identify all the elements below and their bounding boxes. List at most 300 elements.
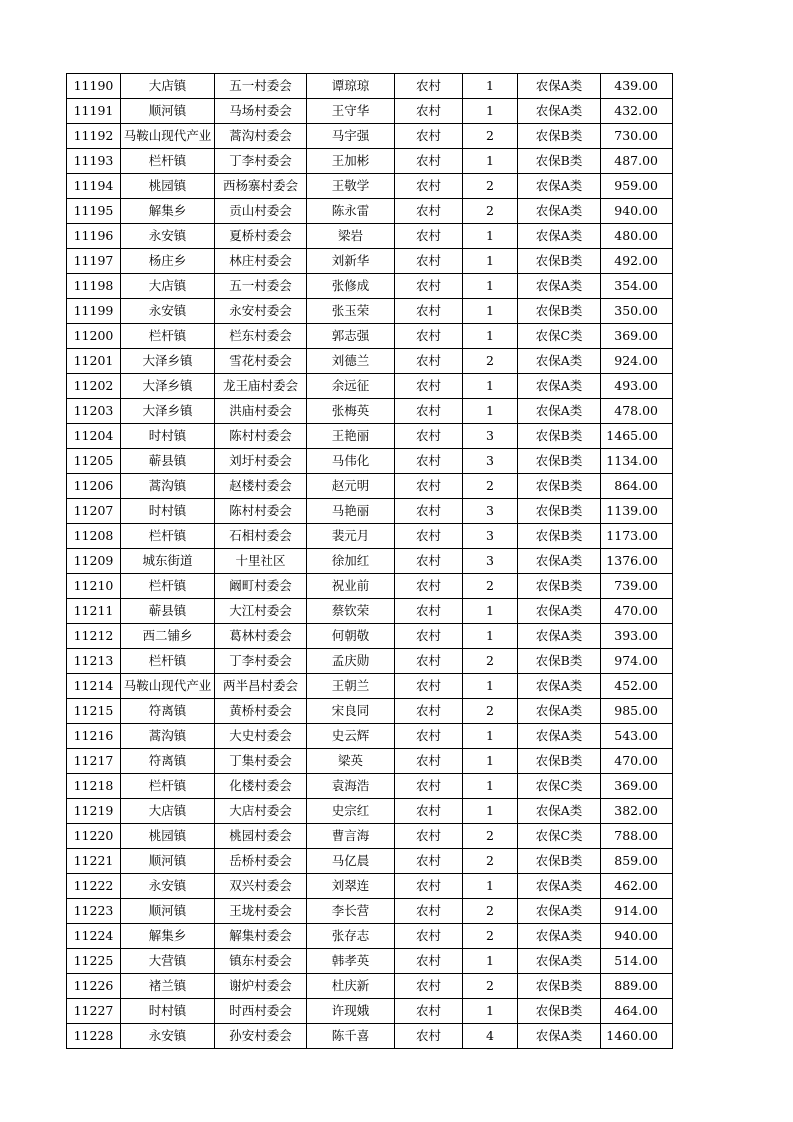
area-type-cell: 农村 <box>395 499 463 524</box>
amount-cell: 492.00 <box>601 249 673 274</box>
name-cell: 王敬学 <box>307 174 395 199</box>
row-number-cell: 11219 <box>67 799 121 824</box>
amount-cell: 859.00 <box>601 849 673 874</box>
village-committee-cell: 丁李村委会 <box>215 649 307 674</box>
name-cell: 王加彬 <box>307 149 395 174</box>
village-committee-cell: 洪庙村委会 <box>215 399 307 424</box>
insurance-category-cell: 农保A类 <box>518 1024 601 1049</box>
household-count-cell: 2 <box>463 899 518 924</box>
area-type-cell: 农村 <box>395 799 463 824</box>
town-cell: 大店镇 <box>121 799 215 824</box>
name-cell: 张修成 <box>307 274 395 299</box>
insurance-category-cell: 农保B类 <box>518 849 601 874</box>
row-number-cell: 11218 <box>67 774 121 799</box>
name-cell: 杜庆新 <box>307 974 395 999</box>
village-committee-cell: 化楼村委会 <box>215 774 307 799</box>
name-cell: 刘翠连 <box>307 874 395 899</box>
records-table-container <box>66 73 673 1049</box>
amount-cell: 350.00 <box>601 299 673 324</box>
table-row <box>67 1024 673 1049</box>
table-row <box>67 674 673 699</box>
area-type-cell: 农村 <box>395 124 463 149</box>
household-count-cell: 3 <box>463 424 518 449</box>
household-count-cell: 1 <box>463 74 518 99</box>
insurance-category-cell: 农保A类 <box>518 674 601 699</box>
amount-cell: 1376.00 <box>601 549 673 574</box>
village-committee-cell: 镇东村委会 <box>215 949 307 974</box>
row-number-cell: 11222 <box>67 874 121 899</box>
name-cell: 史宗红 <box>307 799 395 824</box>
amount-cell: 889.00 <box>601 974 673 999</box>
name-cell: 何朝敬 <box>307 624 395 649</box>
table-row <box>67 374 673 399</box>
town-cell: 符离镇 <box>121 699 215 724</box>
table-row <box>67 349 673 374</box>
row-number-cell: 11207 <box>67 499 121 524</box>
table-row <box>67 999 673 1024</box>
amount-cell: 470.00 <box>601 599 673 624</box>
records-table <box>66 73 673 1049</box>
amount-cell: 1134.00 <box>601 449 673 474</box>
town-cell: 蒿沟镇 <box>121 474 215 499</box>
household-count-cell: 1 <box>463 99 518 124</box>
name-cell: 王朝兰 <box>307 674 395 699</box>
village-committee-cell: 永安村委会 <box>215 299 307 324</box>
area-type-cell: 农村 <box>395 224 463 249</box>
row-number-cell: 11196 <box>67 224 121 249</box>
area-type-cell: 农村 <box>395 449 463 474</box>
household-count-cell: 1 <box>463 674 518 699</box>
insurance-category-cell: 农保C类 <box>518 324 601 349</box>
name-cell: 袁海浩 <box>307 774 395 799</box>
insurance-category-cell: 农保B类 <box>518 124 601 149</box>
village-committee-cell: 大店村委会 <box>215 799 307 824</box>
town-cell: 大营镇 <box>121 949 215 974</box>
row-number-cell: 11215 <box>67 699 121 724</box>
amount-cell: 487.00 <box>601 149 673 174</box>
row-number-cell: 11224 <box>67 924 121 949</box>
household-count-cell: 2 <box>463 474 518 499</box>
village-committee-cell: 丁集村委会 <box>215 749 307 774</box>
insurance-category-cell: 农保A类 <box>518 374 601 399</box>
town-cell: 大店镇 <box>121 274 215 299</box>
table-row <box>67 574 673 599</box>
amount-cell: 1465.00 <box>601 424 673 449</box>
village-committee-cell: 龙王庙村委会 <box>215 374 307 399</box>
household-count-cell: 1 <box>463 749 518 774</box>
household-count-cell: 1 <box>463 874 518 899</box>
household-count-cell: 1 <box>463 599 518 624</box>
area-type-cell: 农村 <box>395 999 463 1024</box>
table-row <box>67 124 673 149</box>
town-cell: 栏杆镇 <box>121 774 215 799</box>
village-committee-cell: 马场村委会 <box>215 99 307 124</box>
table-row <box>67 299 673 324</box>
household-count-cell: 4 <box>463 1024 518 1049</box>
insurance-category-cell: 农保A类 <box>518 624 601 649</box>
amount-cell: 369.00 <box>601 774 673 799</box>
town-cell: 马鞍山现代产业 <box>121 124 215 149</box>
town-cell: 时村镇 <box>121 499 215 524</box>
insurance-category-cell: 农保A类 <box>518 199 601 224</box>
household-count-cell: 1 <box>463 274 518 299</box>
name-cell: 梁岩 <box>307 224 395 249</box>
name-cell: 裴元月 <box>307 524 395 549</box>
row-number-cell: 11210 <box>67 574 121 599</box>
table-row <box>67 324 673 349</box>
town-cell: 杨庄乡 <box>121 249 215 274</box>
amount-cell: 940.00 <box>601 924 673 949</box>
village-committee-cell: 桃园村委会 <box>215 824 307 849</box>
area-type-cell: 农村 <box>395 924 463 949</box>
household-count-cell: 2 <box>463 174 518 199</box>
insurance-category-cell: 农保B类 <box>518 974 601 999</box>
household-count-cell: 3 <box>463 549 518 574</box>
amount-cell: 354.00 <box>601 274 673 299</box>
household-count-cell: 1 <box>463 324 518 349</box>
name-cell: 马宇强 <box>307 124 395 149</box>
row-number-cell: 11203 <box>67 399 121 424</box>
household-count-cell: 1 <box>463 624 518 649</box>
village-committee-cell: 丁李村委会 <box>215 149 307 174</box>
table-row <box>67 474 673 499</box>
name-cell: 徐加红 <box>307 549 395 574</box>
town-cell: 顺河镇 <box>121 849 215 874</box>
village-committee-cell: 黄桥村委会 <box>215 699 307 724</box>
insurance-category-cell: 农保A类 <box>518 99 601 124</box>
town-cell: 栏杆镇 <box>121 574 215 599</box>
area-type-cell: 农村 <box>395 199 463 224</box>
household-count-cell: 2 <box>463 974 518 999</box>
name-cell: 许现娥 <box>307 999 395 1024</box>
village-committee-cell: 解集村委会 <box>215 924 307 949</box>
town-cell: 解集乡 <box>121 924 215 949</box>
amount-cell: 369.00 <box>601 324 673 349</box>
area-type-cell: 农村 <box>395 749 463 774</box>
town-cell: 桃园镇 <box>121 174 215 199</box>
amount-cell: 470.00 <box>601 749 673 774</box>
row-number-cell: 11195 <box>67 199 121 224</box>
town-cell: 蕲县镇 <box>121 599 215 624</box>
area-type-cell: 农村 <box>395 174 463 199</box>
insurance-category-cell: 农保B类 <box>518 474 601 499</box>
town-cell: 栏杆镇 <box>121 649 215 674</box>
household-count-cell: 1 <box>463 299 518 324</box>
row-number-cell: 11220 <box>67 824 121 849</box>
area-type-cell: 农村 <box>395 299 463 324</box>
village-committee-cell: 时西村委会 <box>215 999 307 1024</box>
household-count-cell: 1 <box>463 724 518 749</box>
area-type-cell: 农村 <box>395 324 463 349</box>
town-cell: 时村镇 <box>121 424 215 449</box>
amount-cell: 382.00 <box>601 799 673 824</box>
table-row <box>67 774 673 799</box>
village-committee-cell: 孙安村委会 <box>215 1024 307 1049</box>
area-type-cell: 农村 <box>395 524 463 549</box>
amount-cell: 464.00 <box>601 999 673 1024</box>
area-type-cell: 农村 <box>395 1024 463 1049</box>
insurance-category-cell: 农保A类 <box>518 349 601 374</box>
amount-cell: 974.00 <box>601 649 673 674</box>
table-row <box>67 874 673 899</box>
amount-cell: 1460.00 <box>601 1024 673 1049</box>
household-count-cell: 2 <box>463 124 518 149</box>
town-cell: 大泽乡镇 <box>121 399 215 424</box>
village-committee-cell: 雪花村委会 <box>215 349 307 374</box>
household-count-cell: 1 <box>463 399 518 424</box>
table-row <box>67 599 673 624</box>
area-type-cell: 农村 <box>395 849 463 874</box>
town-cell: 永安镇 <box>121 299 215 324</box>
area-type-cell: 农村 <box>395 424 463 449</box>
name-cell: 郭志强 <box>307 324 395 349</box>
insurance-category-cell: 农保B类 <box>518 299 601 324</box>
name-cell: 谭琼琼 <box>307 74 395 99</box>
area-type-cell: 农村 <box>395 674 463 699</box>
amount-cell: 514.00 <box>601 949 673 974</box>
table-row <box>67 724 673 749</box>
household-count-cell: 2 <box>463 924 518 949</box>
amount-cell: 439.00 <box>601 74 673 99</box>
town-cell: 大泽乡镇 <box>121 374 215 399</box>
insurance-category-cell: 农保B类 <box>518 749 601 774</box>
table-row <box>67 174 673 199</box>
table-row <box>67 749 673 774</box>
village-committee-cell: 西杨寨村委会 <box>215 174 307 199</box>
insurance-category-cell: 农保B类 <box>518 149 601 174</box>
amount-cell: 543.00 <box>601 724 673 749</box>
row-number-cell: 11192 <box>67 124 121 149</box>
row-number-cell: 11217 <box>67 749 121 774</box>
name-cell: 张梅英 <box>307 399 395 424</box>
area-type-cell: 农村 <box>395 599 463 624</box>
row-number-cell: 11200 <box>67 324 121 349</box>
area-type-cell: 农村 <box>395 949 463 974</box>
village-committee-cell: 栏东村委会 <box>215 324 307 349</box>
village-committee-cell: 十里社区 <box>215 549 307 574</box>
amount-cell: 730.00 <box>601 124 673 149</box>
household-count-cell: 3 <box>463 499 518 524</box>
amount-cell: 1139.00 <box>601 499 673 524</box>
village-committee-cell: 五一村委会 <box>215 274 307 299</box>
name-cell: 王艳丽 <box>307 424 395 449</box>
table-row <box>67 924 673 949</box>
name-cell: 史云辉 <box>307 724 395 749</box>
table-row <box>67 899 673 924</box>
village-committee-cell: 大江村委会 <box>215 599 307 624</box>
area-type-cell: 农村 <box>395 274 463 299</box>
village-committee-cell: 蒿沟村委会 <box>215 124 307 149</box>
name-cell: 梁英 <box>307 749 395 774</box>
row-number-cell: 11194 <box>67 174 121 199</box>
name-cell: 张存志 <box>307 924 395 949</box>
village-committee-cell: 王垅村委会 <box>215 899 307 924</box>
household-count-cell: 2 <box>463 349 518 374</box>
area-type-cell: 农村 <box>395 74 463 99</box>
row-number-cell: 11191 <box>67 99 121 124</box>
row-number-cell: 11202 <box>67 374 121 399</box>
village-committee-cell: 陈村村委会 <box>215 499 307 524</box>
area-type-cell: 农村 <box>395 349 463 374</box>
village-committee-cell: 陈村村委会 <box>215 424 307 449</box>
household-count-cell: 3 <box>463 449 518 474</box>
insurance-category-cell: 农保A类 <box>518 174 601 199</box>
household-count-cell: 1 <box>463 999 518 1024</box>
household-count-cell: 1 <box>463 374 518 399</box>
table-row <box>67 274 673 299</box>
area-type-cell: 农村 <box>395 249 463 274</box>
area-type-cell: 农村 <box>395 874 463 899</box>
insurance-category-cell: 农保B类 <box>518 449 601 474</box>
row-number-cell: 11228 <box>67 1024 121 1049</box>
row-number-cell: 11206 <box>67 474 121 499</box>
town-cell: 蒿沟镇 <box>121 724 215 749</box>
amount-cell: 452.00 <box>601 674 673 699</box>
household-count-cell: 1 <box>463 774 518 799</box>
amount-cell: 739.00 <box>601 574 673 599</box>
insurance-category-cell: 农保C类 <box>518 774 601 799</box>
amount-cell: 393.00 <box>601 624 673 649</box>
town-cell: 城东街道 <box>121 549 215 574</box>
row-number-cell: 11227 <box>67 999 121 1024</box>
row-number-cell: 11223 <box>67 899 121 924</box>
household-count-cell: 2 <box>463 699 518 724</box>
amount-cell: 788.00 <box>601 824 673 849</box>
table-row <box>67 549 673 574</box>
row-number-cell: 11198 <box>67 274 121 299</box>
village-committee-cell: 岳桥村委会 <box>215 849 307 874</box>
town-cell: 栏杆镇 <box>121 524 215 549</box>
village-committee-cell: 葛林村委会 <box>215 624 307 649</box>
area-type-cell: 农村 <box>395 699 463 724</box>
village-committee-cell: 两半昌村委会 <box>215 674 307 699</box>
village-committee-cell: 谢炉村委会 <box>215 974 307 999</box>
amount-cell: 480.00 <box>601 224 673 249</box>
area-type-cell: 农村 <box>395 724 463 749</box>
row-number-cell: 11199 <box>67 299 121 324</box>
insurance-category-cell: 农保A类 <box>518 724 601 749</box>
insurance-category-cell: 农保A类 <box>518 74 601 99</box>
amount-cell: 432.00 <box>601 99 673 124</box>
area-type-cell: 农村 <box>395 549 463 574</box>
area-type-cell: 农村 <box>395 99 463 124</box>
household-count-cell: 2 <box>463 824 518 849</box>
table-row <box>67 224 673 249</box>
row-number-cell: 11190 <box>67 74 121 99</box>
insurance-category-cell: 农保A类 <box>518 874 601 899</box>
row-number-cell: 11212 <box>67 624 121 649</box>
area-type-cell: 农村 <box>395 574 463 599</box>
insurance-category-cell: 农保A类 <box>518 549 601 574</box>
area-type-cell: 农村 <box>395 974 463 999</box>
amount-cell: 462.00 <box>601 874 673 899</box>
table-row <box>67 399 673 424</box>
area-type-cell: 农村 <box>395 374 463 399</box>
name-cell: 马亿晨 <box>307 849 395 874</box>
village-committee-cell: 石相村委会 <box>215 524 307 549</box>
name-cell: 蔡钦荣 <box>307 599 395 624</box>
row-number-cell: 11208 <box>67 524 121 549</box>
row-number-cell: 11205 <box>67 449 121 474</box>
table-row <box>67 649 673 674</box>
town-cell: 解集乡 <box>121 199 215 224</box>
table-row <box>67 824 673 849</box>
insurance-category-cell: 农保B类 <box>518 499 601 524</box>
town-cell: 桃园镇 <box>121 824 215 849</box>
name-cell: 陈千喜 <box>307 1024 395 1049</box>
town-cell: 时村镇 <box>121 999 215 1024</box>
name-cell: 孟庆勋 <box>307 649 395 674</box>
village-committee-cell: 阚町村委会 <box>215 574 307 599</box>
insurance-category-cell: 农保A类 <box>518 799 601 824</box>
name-cell: 赵元明 <box>307 474 395 499</box>
town-cell: 大泽乡镇 <box>121 349 215 374</box>
amount-cell: 940.00 <box>601 199 673 224</box>
row-number-cell: 11193 <box>67 149 121 174</box>
name-cell: 马伟化 <box>307 449 395 474</box>
row-number-cell: 11216 <box>67 724 121 749</box>
household-count-cell: 1 <box>463 949 518 974</box>
town-cell: 大店镇 <box>121 74 215 99</box>
records-table-body <box>67 74 673 1049</box>
town-cell: 永安镇 <box>121 224 215 249</box>
town-cell: 永安镇 <box>121 874 215 899</box>
row-number-cell: 11197 <box>67 249 121 274</box>
table-row <box>67 249 673 274</box>
name-cell: 曹言海 <box>307 824 395 849</box>
row-number-cell: 11209 <box>67 549 121 574</box>
table-row <box>67 524 673 549</box>
area-type-cell: 农村 <box>395 899 463 924</box>
insurance-category-cell: 农保A类 <box>518 899 601 924</box>
town-cell: 蕲县镇 <box>121 449 215 474</box>
household-count-cell: 1 <box>463 224 518 249</box>
table-row <box>67 449 673 474</box>
row-number-cell: 11213 <box>67 649 121 674</box>
table-row <box>67 799 673 824</box>
table-row <box>67 99 673 124</box>
insurance-category-cell: 农保B类 <box>518 524 601 549</box>
insurance-category-cell: 农保B类 <box>518 999 601 1024</box>
table-row <box>67 849 673 874</box>
name-cell: 刘新华 <box>307 249 395 274</box>
row-number-cell: 11226 <box>67 974 121 999</box>
town-cell: 西二铺乡 <box>121 624 215 649</box>
amount-cell: 914.00 <box>601 899 673 924</box>
table-row <box>67 949 673 974</box>
village-committee-cell: 大史村委会 <box>215 724 307 749</box>
household-count-cell: 1 <box>463 249 518 274</box>
amount-cell: 478.00 <box>601 399 673 424</box>
row-number-cell: 11214 <box>67 674 121 699</box>
town-cell: 栏杆镇 <box>121 324 215 349</box>
insurance-category-cell: 农保C类 <box>518 824 601 849</box>
name-cell: 李长营 <box>307 899 395 924</box>
amount-cell: 864.00 <box>601 474 673 499</box>
town-cell: 马鞍山现代产业 <box>121 674 215 699</box>
name-cell: 余远征 <box>307 374 395 399</box>
row-number-cell: 11211 <box>67 599 121 624</box>
name-cell: 祝业前 <box>307 574 395 599</box>
insurance-category-cell: 农保A类 <box>518 699 601 724</box>
town-cell: 顺河镇 <box>121 899 215 924</box>
household-count-cell: 2 <box>463 199 518 224</box>
row-number-cell: 11201 <box>67 349 121 374</box>
town-cell: 栏杆镇 <box>121 149 215 174</box>
name-cell: 王守华 <box>307 99 395 124</box>
insurance-category-cell: 农保B类 <box>518 249 601 274</box>
name-cell: 马艳丽 <box>307 499 395 524</box>
